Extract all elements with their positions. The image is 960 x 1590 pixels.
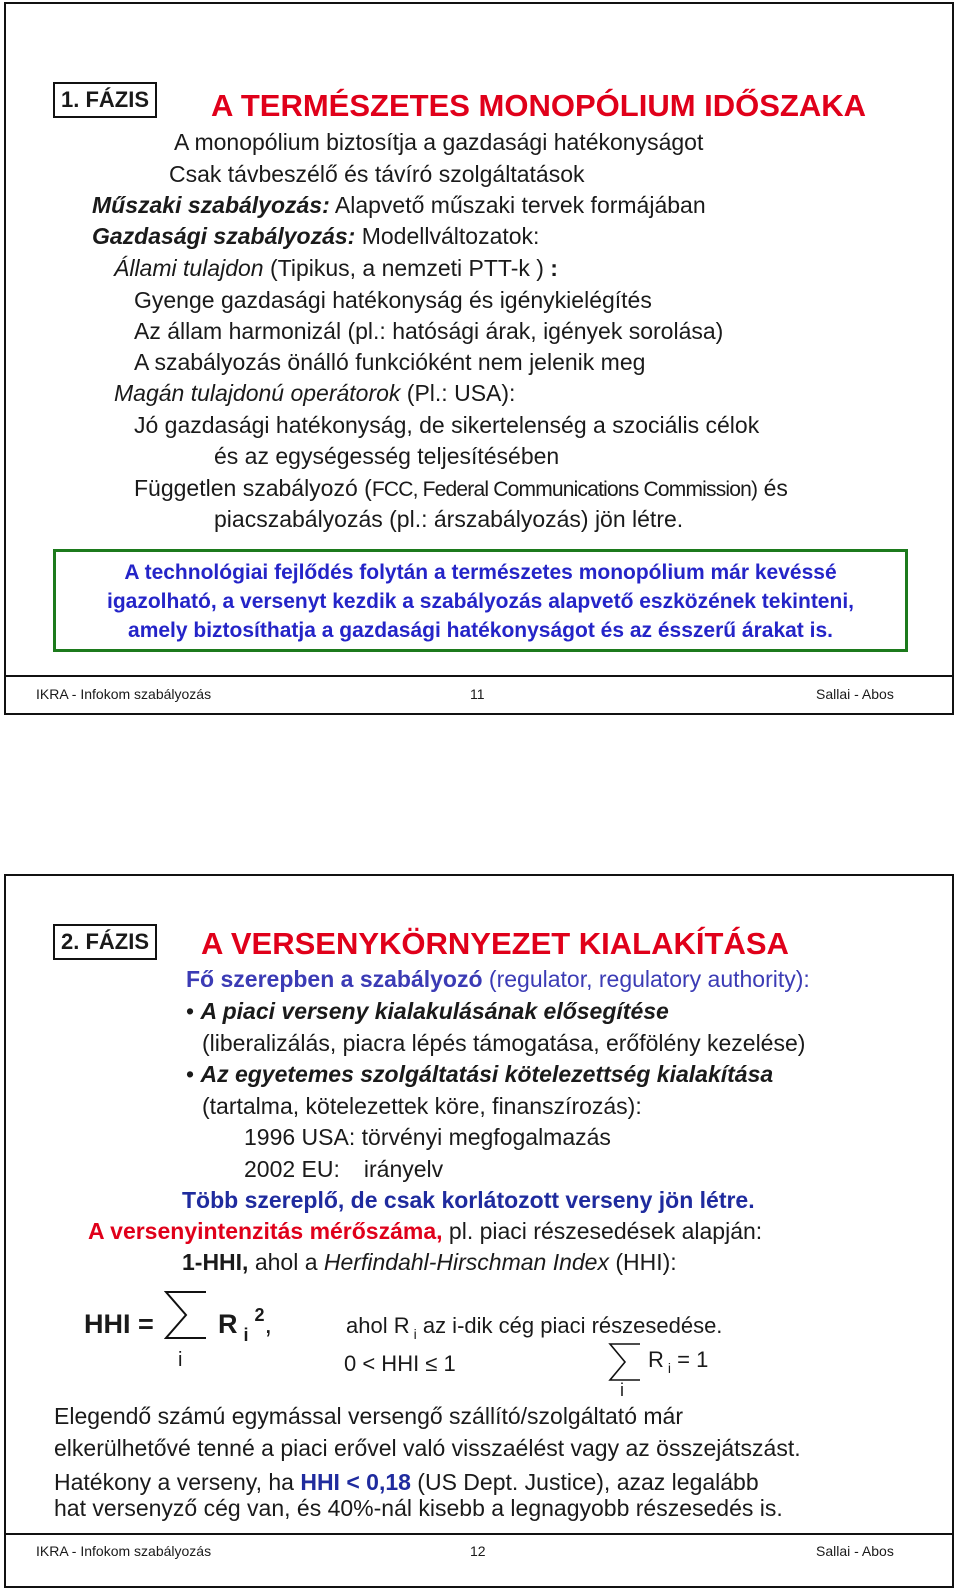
text: Független szabályozó ( <box>134 475 372 501</box>
text: ahol R <box>346 1313 410 1338</box>
label: Fő szerepben a szabályozó <box>186 966 483 992</box>
text-line <box>54 1468 759 1496</box>
highlight: HHI < 0,18 <box>300 1469 411 1495</box>
bullet-item <box>186 1060 773 1088</box>
text: pl. piaci részesedések alapján: <box>442 1218 763 1244</box>
slide-title: A TERMÉSZETES MONOPÓLIUM IDŐSZAKA <box>211 88 867 123</box>
colon: : <box>550 255 558 281</box>
text: (Tipikus, a nemzeti PTT-k ) <box>263 255 551 281</box>
text: R <box>648 1347 664 1372</box>
bullet-item <box>186 997 669 1025</box>
text-line: Több szereplő, de csak korlátozott verseny jön létre. <box>182 1187 755 1213</box>
text-line <box>182 1248 677 1276</box>
superscript: 2 <box>254 1305 265 1325</box>
box-line: A technológiai fejlődés folytán a természetes monopólium már kevéssé <box>124 561 837 584</box>
phase-label: 2. FÁZIS <box>53 924 157 960</box>
text: A piaci verseny kialakulásának elősegítése <box>200 998 669 1024</box>
text: Herfindahl-Hirschman Index <box>323 1249 609 1275</box>
text: = 1 <box>671 1347 709 1372</box>
text: Alapvető műszaki tervek formájában <box>329 192 706 218</box>
text-line: Az állam harmonizál (pl.: hatósági árak, igények sorolása) <box>134 318 724 344</box>
page-number: 11 <box>470 686 485 702</box>
formula-where <box>346 1312 722 1342</box>
subscript: i <box>243 1325 249 1345</box>
text: (HHI): <box>608 1249 677 1275</box>
label: A versenyintenzitás mérőszáma, <box>88 1218 443 1244</box>
text: Hatékony a verseny, ha <box>54 1469 301 1495</box>
label: Állami tulajdon <box>114 255 264 281</box>
text: , <box>264 1309 273 1339</box>
hhi-range: 0 < HHI ≤ 1 <box>344 1351 456 1376</box>
sum-index: i <box>178 1349 183 1371</box>
text-line <box>114 379 515 407</box>
text: (regulator, regulatory authority): <box>482 966 810 992</box>
text-line <box>134 474 788 504</box>
text-line <box>92 191 706 219</box>
label: 1-HHI, <box>182 1249 249 1275</box>
text-line: (tartalma, kötelezettek köre, finanszírozás): <box>202 1093 642 1119</box>
text-line: (liberalizálás, piacra lépés támogatása, erőfölény kezelése) <box>202 1030 806 1056</box>
text-line <box>88 1217 762 1245</box>
box-line: igazolható, a versenyt kezdik a szabályozás alapvető eszközének tekinteni, <box>107 590 854 613</box>
sum-condition <box>648 1346 708 1376</box>
text-line <box>244 1155 443 1183</box>
text-line: és az egységesség teljesítésében <box>214 443 560 469</box>
label: Gazdasági szabályozás: <box>92 223 356 249</box>
footer-right: Sallai - Abos <box>816 1543 894 1559</box>
text-line: A szabályozás önálló funkcióként nem jelenik meg <box>134 349 646 375</box>
bullet-icon: • <box>186 1061 195 1087</box>
text: Az egyetemes szolgáltatási kötelezettség kialakítása <box>200 1061 774 1087</box>
text-line: piacszabályozás (pl.: árszabályozás) jön létre. <box>214 506 684 532</box>
text-line: elkerülhetővé tenné a piaci erővel való visszaélést vagy az összejátszást. <box>54 1435 801 1461</box>
text-line: A monopólium biztosítja a gazdasági hatékonyságot <box>174 129 704 155</box>
text: és <box>757 475 788 501</box>
bullet-icon: • <box>186 998 195 1024</box>
text-line <box>114 254 558 282</box>
footer-right: Sallai - Abos <box>816 686 894 702</box>
text-line: Jó gazdasági hatékonyság, de sikertelenség a szociális célok <box>134 412 760 438</box>
footer-left: IKRA - Infokom szabályozás <box>36 686 212 702</box>
slide-title: A VERSENYKÖRNYEZET KIALAKÍTÁSA <box>201 926 789 961</box>
text-line: Csak távbeszélő és távíró szolgáltatások <box>169 161 585 187</box>
footer-divider <box>6 675 952 677</box>
text: R <box>218 1309 238 1339</box>
text: Modellváltozatok: <box>355 223 540 249</box>
formula-term <box>218 1305 273 1345</box>
label: Magán tulajdonú operátorok <box>114 380 401 406</box>
label: 2002 EU: <box>244 1156 340 1182</box>
slide-2 <box>4 874 954 1588</box>
footer-divider <box>6 1533 952 1535</box>
box-line: amely biztosíthatja a gazdasági hatékonyságot és az ésszerű árakat is. <box>128 619 833 642</box>
subscript: i <box>413 1326 417 1342</box>
subscript: i <box>667 1360 672 1376</box>
highlight-box <box>53 549 908 652</box>
text: ahol a <box>248 1249 324 1275</box>
formula-lhs: HHI = <box>84 1309 154 1339</box>
text: (Pl.: USA): <box>400 380 516 406</box>
text: FCC, Federal Communications Commission) <box>371 478 758 501</box>
sigma-icon <box>164 1290 208 1340</box>
text: irányelv <box>363 1156 444 1182</box>
label: 1996 USA: <box>244 1124 356 1150</box>
slide-1 <box>4 2 954 715</box>
text-line <box>244 1123 611 1151</box>
text-line: Elegendő számú egymással versengő szállító/szolgáltató már <box>54 1403 683 1429</box>
sum-index: i <box>620 1380 624 1400</box>
text-line: hat versenyző cég van, és 40%-nál kisebb a legnagyobb részesedés is. <box>54 1495 783 1521</box>
text: (US Dept. Justice), azaz legalább <box>410 1469 759 1495</box>
label: Műszaki szabályozás: <box>92 192 330 218</box>
text: az i-dik cég piaci részesedése. <box>416 1313 723 1338</box>
sigma-icon <box>608 1342 642 1382</box>
text-line: Gyenge gazdasági hatékonyság és igénykielégítés <box>134 287 652 313</box>
footer-left: IKRA - Infokom szabályozás <box>36 1543 212 1559</box>
text-line <box>92 222 539 250</box>
phase-label: 1. FÁZIS <box>53 82 157 118</box>
text-line <box>186 965 810 993</box>
page-number: 12 <box>470 1543 486 1559</box>
text: törvényi megfogalmazás <box>361 1124 611 1150</box>
